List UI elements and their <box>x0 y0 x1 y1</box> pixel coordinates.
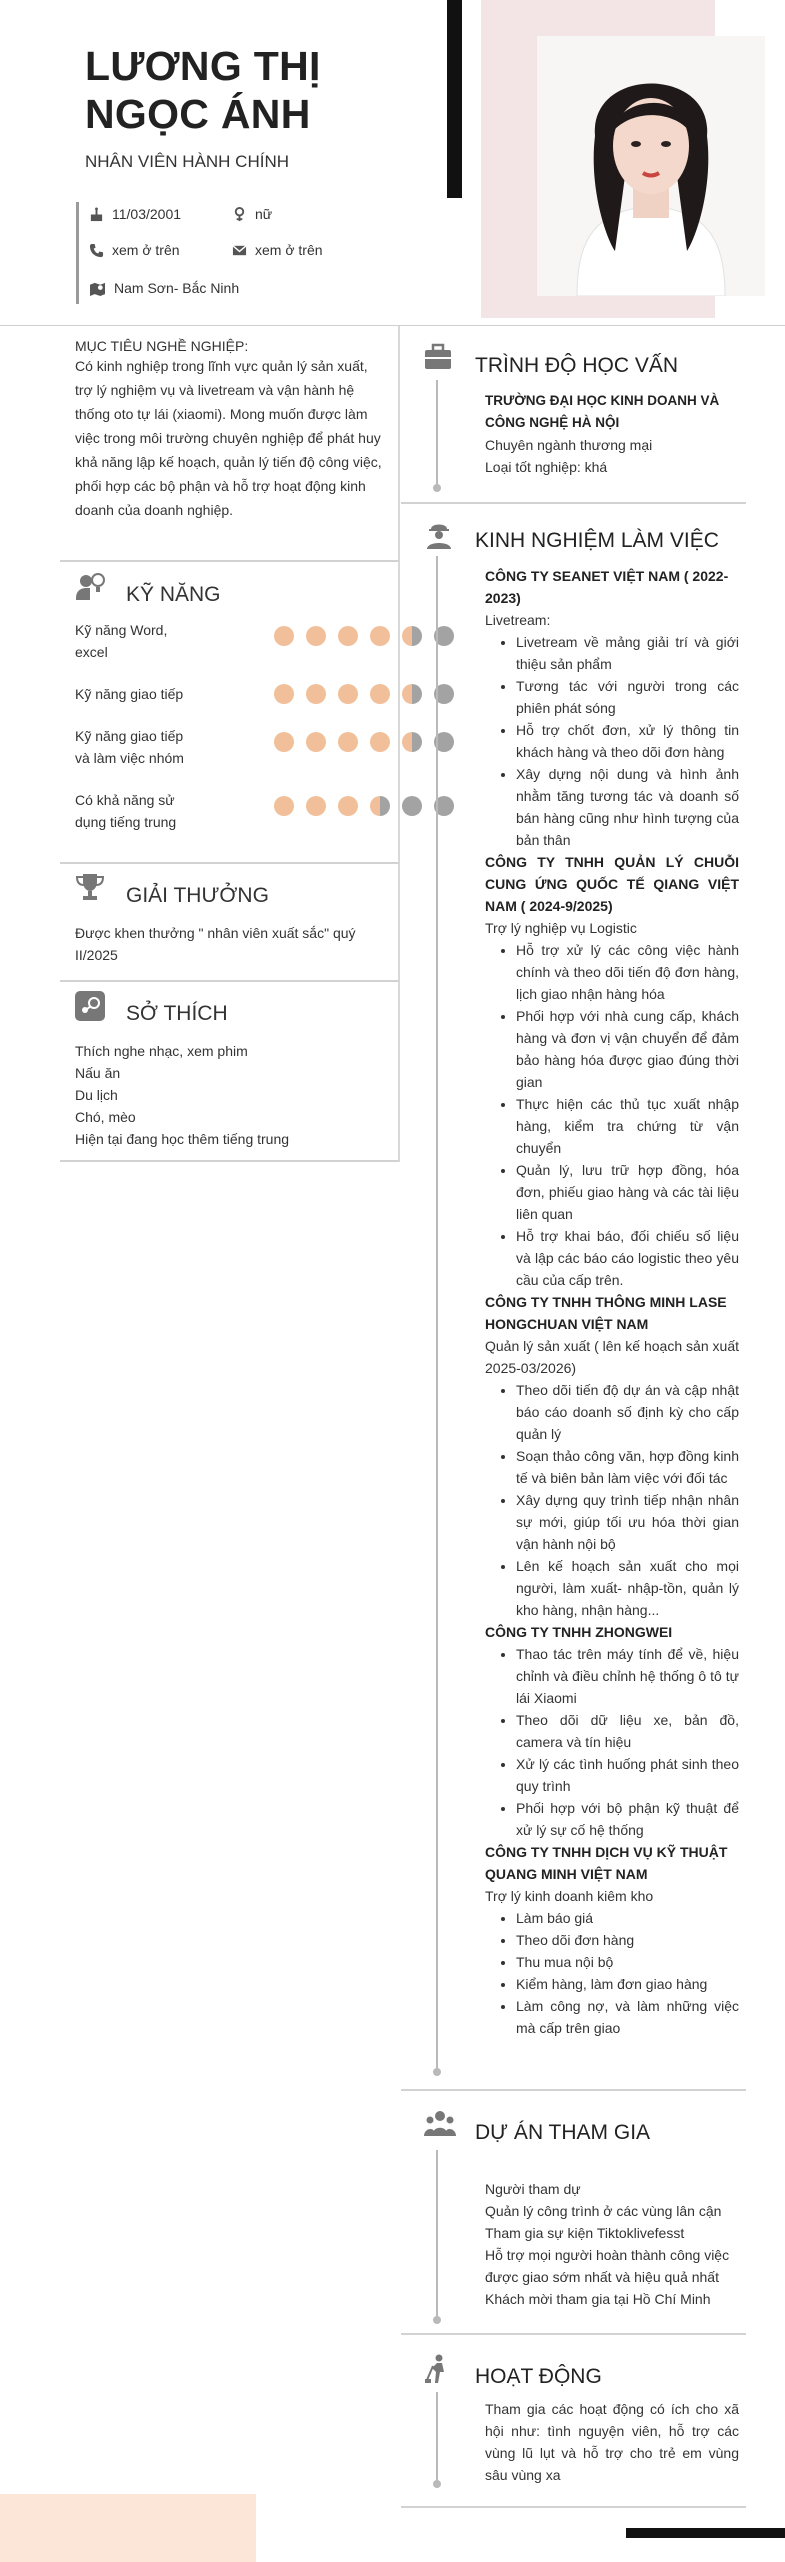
rating-dot <box>274 732 294 752</box>
candidate-name: LƯƠNG THỊ NGỌC ÁNH <box>85 43 321 137</box>
trophy-icon <box>74 872 106 902</box>
task-item: • Thực hiện các thủ tục xuất nhập hàng, kiểm tra chứng từ vận chuyển <box>516 1093 739 1159</box>
experience-timeline <box>436 556 438 2072</box>
rating-dot <box>338 626 358 646</box>
footer-black-bar <box>626 2528 785 2538</box>
skill-label: Kỹ năng giao tiếp và làm việc nhóm <box>75 728 184 766</box>
task-item: • Làm công nợ, và làm những việc mà cấp trên giao <box>516 1995 739 2039</box>
phone-icon <box>89 243 104 258</box>
skill-rating <box>274 626 454 646</box>
section-divider <box>401 2089 746 2091</box>
education-grade: Loại tốt nghiệp: khá <box>485 459 608 475</box>
company-name: CÔNG TY TNHH THÔNG MINH LASE HONGCHUAN VIỆT NAM <box>485 1294 727 1332</box>
skill-label: Có khả năng sử dụng tiếng trung <box>75 792 177 830</box>
hobby-item: Chó, mèo <box>75 1109 136 1125</box>
task-list <box>516 1643 739 1841</box>
team-icon <box>424 2110 456 2138</box>
skill-row <box>75 725 395 769</box>
gender-text: nữ <box>255 206 273 222</box>
activities-timeline <box>436 2392 438 2484</box>
briefcase-icon <box>424 343 452 371</box>
project-item: Người tham dự <box>485 2181 581 2197</box>
task-item: • Theo dõi dữ liệu xe, bản đồ, camera và tín hiệu <box>516 1709 739 1753</box>
education-major: Chuyên ngành thương mại <box>485 437 653 453</box>
job-role: Quản lý sản xuất ( lên kế hoạch sản xuất 2025-03/2026) <box>485 1338 739 1376</box>
header-black-bar <box>447 0 462 198</box>
skill-label: Kỹ năng Word, excel <box>75 622 168 660</box>
birthday-text: 11/03/2001 <box>112 206 182 222</box>
rating-dot <box>370 684 390 704</box>
rating-dot <box>274 626 294 646</box>
activities-title: HOẠT ĐỘNG <box>475 2365 602 2388</box>
objective-label: MỤC TIÊU NGHỀ NGHIỆP: <box>75 338 249 354</box>
section-divider <box>401 2333 746 2335</box>
projects-body <box>485 2178 739 2310</box>
cv-header <box>0 0 785 326</box>
birthday-row <box>89 206 181 222</box>
experience-title: KINH NGHIỆM LÀM VIỆC <box>475 529 719 552</box>
footer-pink-block <box>0 2494 256 2562</box>
task-item: • Thao tác trên máy tính để về, hiệu chỉnh và điều chỉnh hệ thống ô tô tự lái Xiaomi <box>516 1643 739 1709</box>
awards-title: GIẢI THƯỞNG <box>126 884 269 907</box>
task-item: • Phối hợp với bộ phận kỹ thuật để xử lý sự cố hệ thống <box>516 1797 739 1841</box>
rating-dot <box>370 732 390 752</box>
education-timeline <box>436 380 438 488</box>
hobby-item: Du lịch <box>75 1087 118 1103</box>
activity-icon <box>424 2354 452 2384</box>
email-icon <box>232 243 247 258</box>
workers-icon <box>424 522 454 550</box>
rating-dot <box>402 684 422 704</box>
task-list <box>516 1379 739 1621</box>
task-item: • Soạn thảo công văn, hợp đồng kinh tế và biên bản làm việc với đối tác <box>516 1445 739 1489</box>
skill-rating <box>274 684 454 704</box>
task-item: • Làm báo giá <box>516 1907 739 1929</box>
gender-icon <box>232 207 247 222</box>
skills-title: KỸ NĂNG <box>126 583 221 606</box>
job-role: Trợ lý kinh doanh kiêm kho <box>485 1888 654 1904</box>
objective-text: Có kinh nghiệp trong lĩnh vực quản lý sản xuất, trợ lý nghiệm vụ và livetream và vận hành hệ thống oto tự lái (xiaomi). Mong muốn được làm việc trong môi trường chuyên nghiệp để phát huy khả năng lập kế hoạch, quản lý tiến độ công việc, phối hợp các bộ phận và hỗ trợ hoạt động kinh doanh của doanh nghiệp. <box>75 358 382 518</box>
rating-dot <box>306 796 326 816</box>
rating-dot <box>370 626 390 646</box>
skill-label: Kỹ năng giao tiếp <box>75 686 184 702</box>
task-item: • Phối hợp với nhà cung cấp, khách hàng và đơn vị vận chuyển để đảm bảo hàng hóa được giao đúng thời gian <box>516 1005 739 1093</box>
skill-row <box>75 683 395 705</box>
phone-row <box>89 242 180 258</box>
hobby-item: Nấu ăn <box>75 1065 121 1081</box>
project-item: Tham gia sự kiện Tiktoklivefesst <box>485 2225 685 2241</box>
hobby-item: Hiện tại đang học thêm tiếng trung <box>75 1131 290 1147</box>
task-item: • Tương tác với người trong các phiên phát sóng <box>516 675 739 719</box>
rating-dot <box>306 732 326 752</box>
skill-rating <box>274 732 454 752</box>
company-name: CÔNG TY SEANET VIỆT NAM ( 2022-2023) <box>485 568 729 606</box>
company-name: CÔNG TY TNHH DỊCH VỤ KỸ THUẬT QUANG MINH VIỆT NAM <box>485 1844 728 1882</box>
skill-row <box>75 619 395 663</box>
task-item: • Xây dựng nội dung và hình ảnh nhằm tăng tương tác và doanh số bán hàng cũng như hình tượng của bản thân <box>516 763 739 851</box>
hobbies-title: SỞ THÍCH <box>126 1002 228 1025</box>
education-title: TRÌNH ĐỘ HỌC VẤN <box>475 354 679 377</box>
address-row <box>89 280 239 296</box>
email-row <box>232 242 323 258</box>
task-list <box>516 939 739 1291</box>
project-item: Hỗ trợ mọi người hoàn thành công việc được giao sớm nhất và hiệu quả nhất <box>485 2247 730 2285</box>
rating-dot <box>370 796 390 816</box>
project-item: Quản lý công trình ở các vùng lân cận <box>485 2203 722 2219</box>
experience-body <box>485 565 739 2039</box>
email-text: xem ở trên <box>255 242 323 258</box>
skill-rating <box>274 796 454 816</box>
gender-row <box>232 206 272 222</box>
skill-row <box>75 789 395 833</box>
task-item: • Hỗ trợ xử lý các công việc hành chính và theo dõi tiến độ đơn hàng, lịch giao nhận hàng hóa <box>516 939 739 1005</box>
task-list <box>516 631 739 851</box>
company-name: CÔNG TY TNHH ZHONGWEI <box>485 1624 673 1640</box>
gamepad-icon <box>74 990 106 1022</box>
job-title: NHÂN VIÊN HÀNH CHÍNH <box>85 152 290 171</box>
objective-section <box>60 326 399 562</box>
profile-photo <box>537 36 765 296</box>
map-pin-icon <box>89 281 106 296</box>
rating-dot <box>402 732 422 752</box>
task-item: • Hỗ trợ chốt đơn, xử lý thông tin khách hàng và theo dõi đơn hàng <box>516 719 739 763</box>
task-item: • Hỗ trợ khai báo, đối chiếu số liệu và lập các báo cáo logistic theo yêu cầu của cấp trên. <box>516 1225 739 1291</box>
education-body <box>485 390 739 478</box>
job-role: Trợ lý nghiệp vụ Logistic <box>485 920 637 936</box>
task-item: • Thu mua nội bộ <box>516 1951 739 1973</box>
rating-dot <box>338 732 358 752</box>
projects-timeline <box>436 2150 438 2320</box>
task-item: • Quản lý, lưu trữ hợp đồng, hóa đơn, phiếu giao hàng và các tài liệu liên quan <box>516 1159 739 1225</box>
address-text: Nam Sơn- Bắc Ninh <box>114 280 240 296</box>
award-text: Được khen thưởng " nhân viên xuất sắc" quý II/2025 <box>75 925 356 963</box>
school-name: TRƯỜNG ĐẠI HỌC KINH DOANH VÀ CÔNG NGHỆ HÀ NỘI <box>485 393 720 430</box>
company-name: CÔNG TY TNHH QUẢN LÝ CHUỖI CUNG ỨNG QUỐC TẾ QIANG VIỆT NAM ( 2024-9/2025) <box>485 854 739 914</box>
job-role: Livetream: <box>485 612 551 628</box>
task-item: • Xây dựng quy trình tiếp nhận nhân sự mới, giúp tối ưu hóa thời gian vận hành nội bộ <box>516 1489 739 1555</box>
info-divider <box>76 202 79 304</box>
task-item: • Xử lý các tình huống phát sinh theo quy trình <box>516 1753 739 1797</box>
task-item: • Theo dõi đơn hàng <box>516 1929 739 1951</box>
activities-text: Tham gia các hoạt động có ích cho xã hội như: tình nguyện viên, hỗ trợ các vùng lũ lụt và hỗ trợ cho trẻ em vùng sâu vùng xa <box>485 2401 739 2483</box>
rating-dot <box>402 626 422 646</box>
rating-dot <box>306 626 326 646</box>
phone-text: xem ở trên <box>112 242 180 258</box>
section-divider <box>401 2506 746 2508</box>
task-list <box>516 1907 739 2039</box>
rating-dot <box>338 796 358 816</box>
task-item: • Kiểm hàng, làm đơn giao hàng <box>516 1973 739 1995</box>
task-item: • Lên kế hoạch sản xuất cho mọi người, làm xuất- nhập-tồn, quản lý kho hàng, nhận hàng... <box>516 1555 739 1621</box>
project-item: Khách mời tham gia tại Hồ Chí Minh <box>485 2291 711 2307</box>
projects-title: DỰ ÁN THAM GIA <box>475 2121 651 2144</box>
hobby-item: Thích nghe nhạc, xem phim <box>75 1043 248 1059</box>
rating-dot <box>338 684 358 704</box>
lightbulb-icon <box>74 572 108 602</box>
rating-dot <box>402 796 422 816</box>
rating-dot <box>274 796 294 816</box>
rating-dot <box>274 684 294 704</box>
task-item: • Theo dõi tiến độ dự án và cập nhật báo cáo doanh số định kỳ cho cấp quản lý <box>516 1379 739 1445</box>
rating-dot <box>306 684 326 704</box>
section-divider <box>401 502 746 504</box>
hobby-list <box>75 1040 385 1150</box>
cake-icon <box>89 207 104 222</box>
task-item: • Livetream về mảng giải trí và giới thiệu sản phẩm <box>516 631 739 675</box>
